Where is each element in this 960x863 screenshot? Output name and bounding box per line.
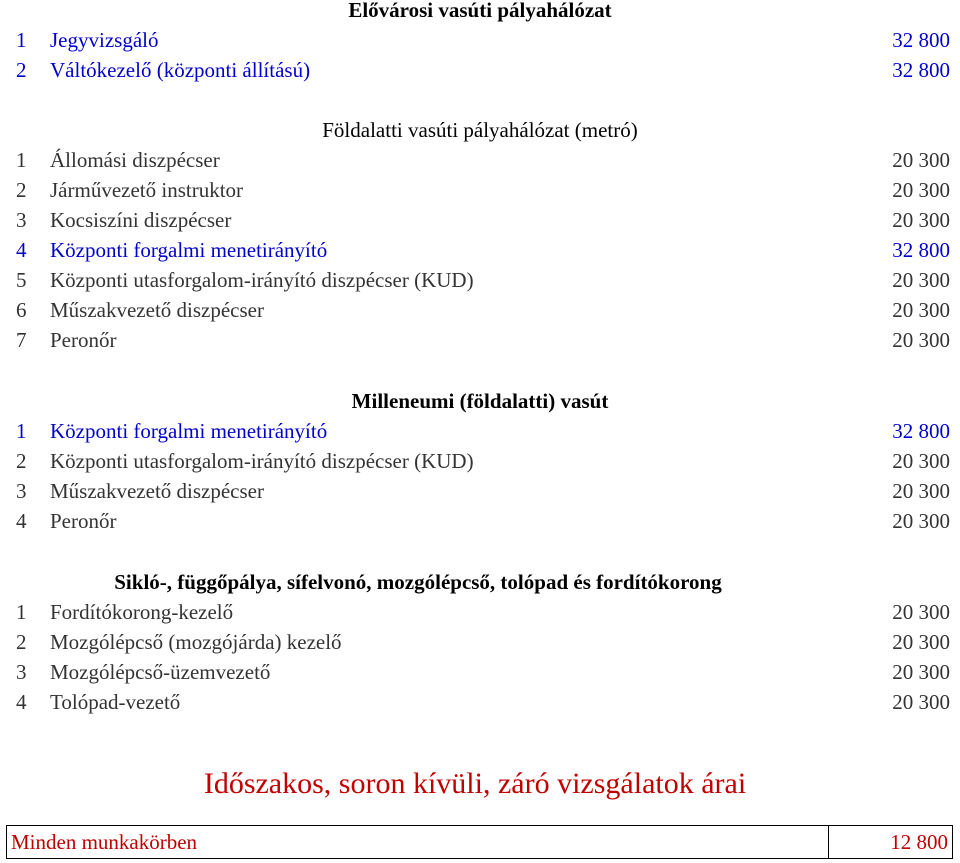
row-number: 2: [16, 58, 27, 82]
row-price: 20 300: [892, 298, 950, 322]
row-job-title: Váltókezelő (központi állítású): [50, 58, 311, 82]
table-row: [0, 446, 960, 476]
row-number: 6: [16, 298, 27, 322]
table-row: [0, 145, 960, 175]
row-number: 3: [16, 479, 27, 503]
section-title-elovarosi: Elővárosi vasúti pályahálózat: [348, 0, 612, 22]
periodic-label: Minden munkakörben: [7, 826, 829, 858]
table-row: [0, 657, 960, 687]
section-title-metro: Földalatti vasúti pályahálózat (metró): [322, 118, 638, 142]
row-price: 20 300: [892, 178, 950, 202]
table-row: [0, 416, 960, 446]
table-row: [0, 506, 960, 536]
table-row: [0, 597, 960, 627]
table-row: [0, 687, 960, 717]
row-job-title: Fordítókorong-kezelő: [50, 600, 234, 624]
row-price: 32 800: [892, 58, 950, 82]
row-price: 32 800: [892, 419, 950, 443]
row-number: 2: [16, 630, 27, 654]
row-job-title: Mozgólépcső-üzemvezető: [50, 660, 271, 684]
row-job-title: Peronőr: [50, 328, 117, 352]
row-price: 32 800: [892, 28, 950, 52]
row-job-title: Műszakvezető diszpécser: [50, 479, 264, 503]
row-number: 2: [16, 449, 27, 473]
row-number: 3: [16, 660, 27, 684]
section-title-milleneumi: Milleneumi (földalatti) vasút: [351, 389, 609, 413]
row-job-title: Központi utasforgalom-irányító diszpécser (KUD): [50, 268, 474, 292]
table-row: [0, 265, 960, 295]
table-row: [0, 476, 960, 506]
row-job-title: Központi forgalmi menetirányító: [50, 419, 328, 443]
row-job-title: Jegyvizsgáló: [50, 28, 159, 52]
periodic-exams-title: Időszakos, soron kívüli, záró vizsgálatok árai: [203, 767, 747, 800]
row-number: 4: [16, 690, 27, 714]
table-row: [0, 55, 960, 85]
row-job-title: Tolópad-vezető: [50, 690, 181, 714]
row-number: 2: [16, 178, 27, 202]
row-number: 1: [16, 600, 27, 624]
table-row: [0, 25, 960, 55]
row-price: 20 300: [892, 600, 950, 624]
table-row: [0, 627, 960, 657]
row-job-title: Központi utasforgalom-irányító diszpécser (KUD): [50, 449, 474, 473]
row-price: 20 300: [892, 328, 950, 352]
table-row: [0, 295, 960, 325]
row-price: 20 300: [892, 479, 950, 503]
row-price: 20 300: [892, 660, 950, 684]
row-price: 20 300: [892, 690, 950, 714]
row-price: 20 300: [892, 509, 950, 533]
row-number: 4: [16, 238, 27, 262]
row-job-title: Állomási diszpécser: [50, 148, 220, 172]
row-number: 3: [16, 208, 27, 232]
row-job-title: Peronőr: [50, 509, 117, 533]
row-number: 7: [16, 328, 27, 352]
row-number: 1: [16, 28, 27, 52]
row-price: 20 300: [892, 208, 950, 232]
section-title-siklo: Sikló-, függőpálya, sífelvonó, mozgólépcső, tolópad és fordítókorong: [114, 570, 722, 594]
row-price: 20 300: [892, 148, 950, 172]
table-row: [0, 205, 960, 235]
table-row: [0, 235, 960, 265]
row-job-title: Központi forgalmi menetirányító: [50, 238, 328, 262]
row-number: 1: [16, 419, 27, 443]
row-price: 20 300: [892, 449, 950, 473]
periodic-price: 12 800: [890, 830, 948, 854]
periodic-price-table: [6, 825, 953, 859]
row-price: 20 300: [892, 268, 950, 292]
row-number: 1: [16, 148, 27, 172]
row-job-title: Járművezető instruktor: [50, 178, 244, 202]
row-job-title: Műszakvezető diszpécser: [50, 298, 264, 322]
row-number: 5: [16, 268, 27, 292]
row-price: 32 800: [892, 238, 950, 262]
row-number: 4: [16, 509, 27, 533]
row-job-title: Kocsiszíni diszpécser: [50, 208, 232, 232]
row-price: 20 300: [892, 630, 950, 654]
table-row: [0, 175, 960, 205]
row-job-title: Mozgólépcső (mozgójárda) kezelő: [50, 630, 342, 654]
table-row: [0, 325, 960, 355]
